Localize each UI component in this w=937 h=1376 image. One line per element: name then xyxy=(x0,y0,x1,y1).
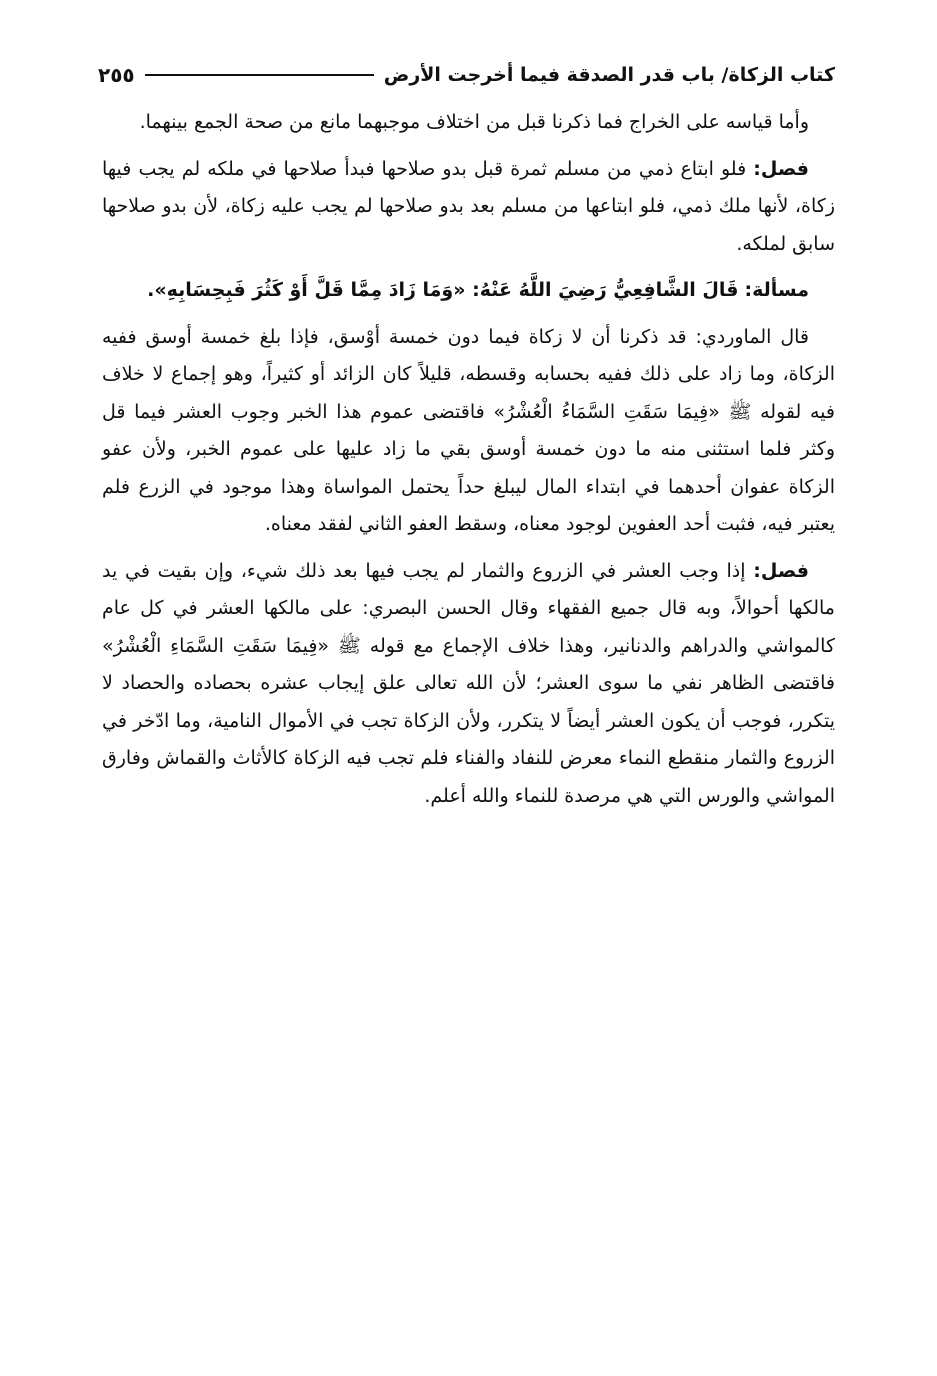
paragraph-text: فلو ابتاع ذمي من مسلم ثمرة قبل بدو صلاحها فبدأ صلاحها في ملكه لم يجب فيها زكاة، لأنها ملك ذمي، فلو ابتاعها من مسلم بعد بدو صلاحها لم يجب عليه زكاة، لأن بدو صلاحها سابق لملكه. xyxy=(102,157,835,255)
paragraph-fasl-tithe xyxy=(102,553,835,816)
chapter-title: كتاب الزكاة/ باب قدر الصدقة فيما أخرجت الأرض xyxy=(383,64,835,86)
header-rule xyxy=(145,74,374,76)
paragraph-text: إذا وجب العشر في الزروع والثمار لم يجب فيها بعد ذلك شيء، وإن بقيت في يد مالكها أحوالاً، وبه قال جميع الفقهاء وقال الحسن البصري: على مالكها العشر في كل عام كالمواشي والدراهم والدنانير، وهذا خلاف الإجماع مع قوله ﷺ «فِيمَا سَقَتِ السَّمَاءِ الْعُشْرُ» فاقتضى الظاهر نفي ما سوى العشر؛ لأن الله تعالى علق إيجاب عشره بحصاده والحصاد لا يتكرر، فوجب أن يكون العشر أيضاً لا يتكرر، ولأن الزكاة تجب في الأموال النامية، وما ادّخر في الزروع والثمار منقطع النماء معرض للنفاد والفناء فلم تجب فيه الزكاة كالأثاث والقماش وفارق المواشي والورس التي هي مرصدة للنماء والله أعلم. xyxy=(102,559,835,807)
running-header xyxy=(98,58,835,92)
paragraph-analogy xyxy=(102,104,835,142)
paragraph-text: وأما قياسه على الخراج فما ذكرنا قبل من اختلاف موجبهما مانع من صحة الجمع بينهما. xyxy=(139,111,809,133)
paragraph-masala xyxy=(102,272,835,310)
paragraph-text: قال الماوردي: قد ذكرنا أن لا زكاة فيما دون خمسة أوْسق، فإذا بلغ خمسة أوسق ففيه الزكاة، وما زاد على ذلك ففيه بحسابه وقسطه، قليلاً كان الزائد أو كثيراً، وهو إجماع لا خلاف فيه لقوله ﷺ «فِيمَا سَقَتِ السَّمَاءُ الْعُشْرُ» فاقتضى عموم هذا الخبر وجوب العشر فيما قل وكثر فلما استثنى منه ما دون خمسة أوسق بقي ما زاد عليها على عموم الخبر، ولأن عفو الزكاة عفوان أحدهما في ابتداء المال ليبلغ حداً يحتمل المواساة وهذا موجود في الزرع فلم يعتبر فيه، فثبت أحد العفوين لوجود معناه، وسقط العفو الثاني لفقد معناه. xyxy=(102,325,835,535)
paragraph-mawardi xyxy=(102,319,835,544)
paragraph-fasl-dhimmi xyxy=(102,151,835,264)
page-number: ٢٥٥ xyxy=(98,63,135,87)
section-label: فصل: xyxy=(753,559,809,582)
page-body xyxy=(102,104,835,815)
issue-label: مسألة: xyxy=(744,279,809,301)
section-label: فصل: xyxy=(753,157,809,180)
shafii-quote: قَالَ الشَّافِعِيُّ رَضِيَ اللَّهُ عَنْهُ: «وَمَا زَادَ مِمَّا قَلَّ أَوْ كَثُرَ فَبِحِسَابِهِ». xyxy=(147,279,739,301)
